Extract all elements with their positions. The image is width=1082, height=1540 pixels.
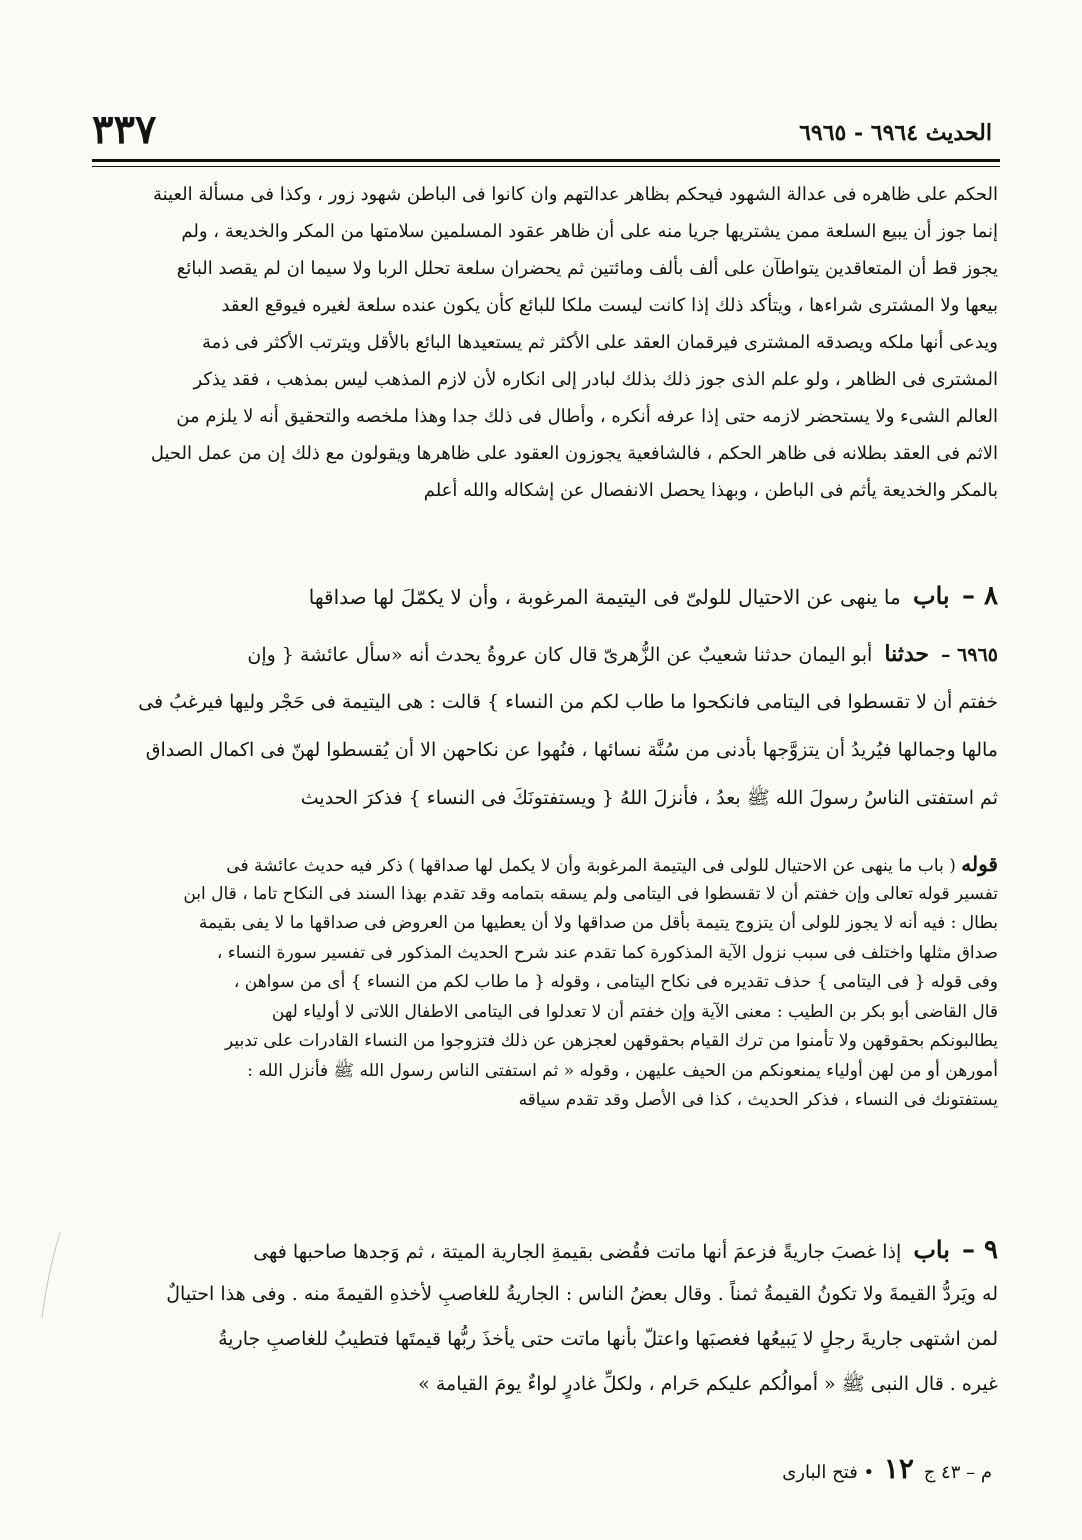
chapter-9-text: إذا غصبَ جاريةً فزعمَ أنها ماتت فقُضى بقيمةِ الجارية الميتة ، ثم وَجدها صاحبها فهى (253, 1241, 902, 1263)
page-header (92, 106, 992, 158)
commentary-line: يستفتونك فى النساء ، فذكر الحديث ، كذا فى الأصل وقد تقدم سياقه (518, 1090, 998, 1110)
page-number: ٣٣٧ (92, 106, 157, 153)
text-line: بيعها ولا المشترى شراءها ، ويتأكد ذلك إذا كانت ليست ملكا للبائع كأن يكون عنده سلعة لغيره فيوقع العقد (221, 295, 998, 316)
bab-word: باب (913, 1235, 950, 1264)
text-line: الاثم فى العقد بطلانه فى ظاهر الحكم ، فالشافعية يجوزون العقود على ظاهرها ويقولون مع ذلك إن من عمل الحيل (150, 443, 998, 464)
running-title: الحديث ٦٩٦٤ - ٦٩٦٥ (799, 120, 992, 146)
text-line: بالمكر والخديعة يأثم فى الباطن ، وبهذا يحصل الانفصال عن إشكاله والله أعلم (423, 480, 998, 501)
chapter-9-block (88, 1227, 998, 1407)
commentary-line: قال القاضى أبو بكر بن الطيب : معنى الآية وإن خفتم أن لا تعدلوا فى اليتامى الاطفال اللاتى لا أولياء لهن (271, 1001, 998, 1022)
commentary-block (88, 850, 998, 1116)
paper-scratch-mark (40, 1230, 64, 1320)
hadith-line: خفتم أن لا تقسطوا فى اليتامى فانكحوا ما طاب لكم من النساء } قالت : هى اليتيمة فى حَجْر وليها فيرغبُ فى (138, 691, 998, 713)
commentary-line: يطالبونكم بحقوقهن ولا تأمنوا من ترك القيام بحقوقهن لعجزهن عن ذلك فتزوجوا من النساء القادرات على تدبير (225, 1031, 998, 1051)
commentary-line-first (88, 850, 998, 880)
chapter-title: ما ينهى عن الاحتيال للولىّ فى اليتيمة المرغوبة ، وأن لا يكمّلَ لها صداقها (308, 585, 901, 609)
chapter-9-first-line (88, 1227, 998, 1272)
footer-prefix: م – (966, 1462, 992, 1483)
footer-volume-number: ١٢ (883, 1452, 914, 1485)
commentary-text: ( باب ما ينهى عن الاحتيال للولى فى اليتيمة المرغوبة وأن لا يكمل لها صداقها ) ذكر فيه حديث عائشة فى (226, 856, 956, 876)
chapter-number: ٩ – (961, 1235, 998, 1265)
hadith-block (88, 630, 998, 822)
header-rule-thin (92, 166, 1000, 167)
chapter-9-line: لمن اشتهى جاريةَ رجلٍ لا يَبيعُها فغصبَها واعتلّ بأنها ماتت حتى يأخذَ ربُّها قيمتَها فتطيبُ للغاصبِ جاريةُ (218, 1328, 998, 1350)
intro-paragraph (88, 176, 998, 509)
text-line: إنما جوز أن يبيع السلعة ممن يشتريها جريا منه على أن ظاهر عقود المسلمين سلامتها من المكر والخديعة ، ولم (181, 221, 998, 242)
text-line: ويدعى أنها ملكه ويصدقه المشترى فيرقمان العقد على الأكثر ثم يستعيدها البائع بالأقل ويترتب الأكثر فى ذمة (201, 332, 998, 353)
text-line: يجوز قط أن المتعاقدين يتواطآن على ألف بألف ومائتين ثم يحضران سلعة تحلل الربا ولا سيما ان لم يقصد البائع (176, 258, 998, 279)
commentary-line: وفى قوله { فى اليتامى } حذف تقديره فى نكاح اليتامى ، وقوله { ما طاب لكم من النساء } أى من سواهن ، (233, 972, 998, 992)
text-line: الحكم على ظاهره فى عدالة الشهود فيحكم بظاهر عدالتهم وان كانوا فى الباطن شهود زور ، وكذا فى مسألة العينة (152, 184, 998, 205)
hadith-text: أبو اليمان حدثنا شعيبٌ عن الزُّهرىّ قال كان عروةُ يحدث أنه «سأل عائشة { وإن (247, 644, 873, 666)
commentary-line: بطال : فيه أنه لا يجوز للولى أن يتزوج يتيمة بأقل من صداقها ولا أن يعطيها من العروض فى صداقها ما لا يفى بقيمة (198, 913, 998, 933)
hadith-line: مالها وجمالها فيُريدُ أن يتزوَّجها بأدنى من سُنَّة نسائها ، فنُهوا عن نكاحهن الا أن يُقسطوا لهنّ فى اكمال الصداق (145, 739, 998, 761)
page-footer (732, 1452, 992, 1492)
header-rule (92, 159, 1000, 162)
haddathana-word: حدثنا (884, 641, 929, 667)
hadith-number: ٦٩٦٥ – (941, 644, 998, 666)
commentary-line: تفسير قوله تعالى وإن خفتم أن لا تقسطوا فى اليتامى ولم يسقه بتمامه وقد تقدم بهذا السند فى النكاح تاما ، قال ابن (183, 883, 998, 904)
qawluh-word: قوله (961, 852, 998, 876)
text-line: المشترى فى الظاهر ، ولو علم الذى جوز ذلك بذلك لبادر إلى انكاره لأن لازم المذهب ليس بمذهب ، فقد يذكر (193, 369, 998, 390)
chapter-number: ٨ – (961, 581, 998, 611)
chapter-9-line: له ويَردُّ القيمةَ ولا تكونُ القيمةُ ثمناً . وقال بعضُ الناس : الجاريةُ للغاصبِ لأخذهِ القيمةَ منه . وفى هذا احتيالٌ (166, 1283, 998, 1305)
commentary-line: أمورهن أو من لهن أولياء يمنعونكم من الحيف عليهن ، وقوله « ثم استفتى الناس رسول الله ﷺ فأنزل الله : (247, 1060, 998, 1081)
chapter-8-heading (88, 576, 998, 616)
footer-volume-letter: ج (923, 1462, 936, 1483)
footer-signature: ٤٣ (941, 1462, 961, 1483)
footer-book-title: • فتح البارى (782, 1462, 875, 1483)
chapter-9-line: غيره . قال النبى ﷺ « أموالُكم عليكم حَرام ، ولكلِّ غادرٍ لواءٌ يومَ القيامة » (418, 1373, 998, 1395)
hadith-line: ثم استفتى الناسُ رسولَ الله ﷺ بعدُ ، فأنزلَ اللهُ { ويستفتونَكَ فى النساء } فذكرَ الحديث (300, 787, 998, 809)
hadith-line-first (88, 630, 998, 678)
commentary-line: صداق مثلها واختلف فى سبب نزول الآية المذكورة كما تقدم عند شرح الحديث المذكور فى تفسير سورة النساء ، (216, 942, 998, 963)
text-line: العالم الشىء ولا يستحضر لازمه حتى إذا عرفه أنكره ، وأطال فى ذلك جدا وهذا ملخصه والتحقيق أنه لا يلزم من (176, 406, 998, 427)
bab-word: باب (913, 581, 950, 610)
